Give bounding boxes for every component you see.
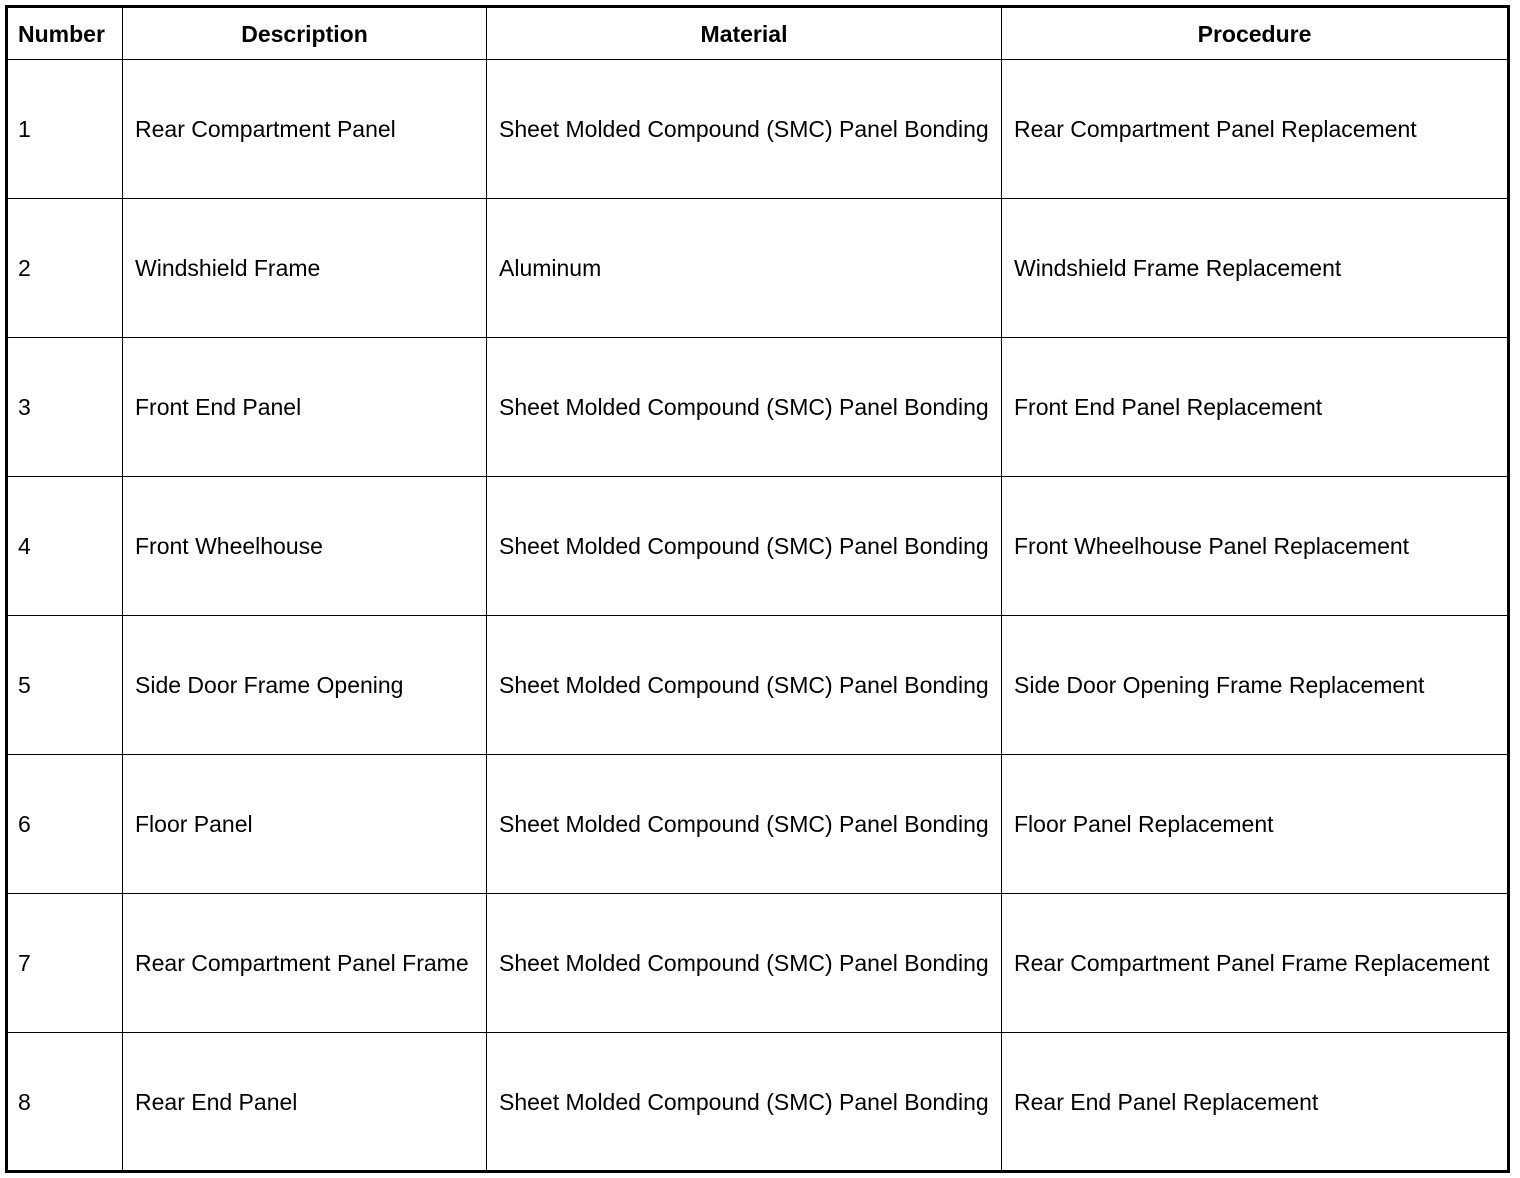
cell-material: Sheet Molded Compound (SMC) Panel Bonding: [487, 477, 1002, 616]
cell-description: Rear Compartment Panel Frame: [123, 894, 487, 1033]
cell-material: Sheet Molded Compound (SMC) Panel Bonding: [487, 755, 1002, 894]
table-row: [7, 1033, 1509, 1172]
cell-procedure: Side Door Opening Frame Replacement: [1002, 616, 1509, 755]
table-row: [7, 477, 1509, 616]
cell-number: 3: [7, 338, 123, 477]
parts-table: [5, 5, 1510, 1173]
cell-description: Front Wheelhouse: [123, 477, 487, 616]
cell-description: Rear Compartment Panel: [123, 60, 487, 199]
cell-number: 8: [7, 1033, 123, 1172]
table-row: [7, 199, 1509, 338]
cell-number: 1: [7, 60, 123, 199]
cell-description: Rear End Panel: [123, 1033, 487, 1172]
cell-description: Floor Panel: [123, 755, 487, 894]
cell-number: 7: [7, 894, 123, 1033]
cell-material: Sheet Molded Compound (SMC) Panel Bonding: [487, 616, 1002, 755]
cell-number: 5: [7, 616, 123, 755]
cell-description: Front End Panel: [123, 338, 487, 477]
header-number: Number: [7, 7, 123, 60]
cell-description: Windshield Frame: [123, 199, 487, 338]
cell-material: Aluminum: [487, 199, 1002, 338]
header-material: Material: [487, 7, 1002, 60]
cell-procedure: Rear Compartment Panel Frame Replacement: [1002, 894, 1509, 1033]
cell-procedure: Front End Panel Replacement: [1002, 338, 1509, 477]
table-header-row: [7, 7, 1509, 60]
table-row: [7, 755, 1509, 894]
cell-procedure: Floor Panel Replacement: [1002, 755, 1509, 894]
header-procedure: Procedure: [1002, 7, 1509, 60]
header-description: Description: [123, 7, 487, 60]
cell-procedure: Front Wheelhouse Panel Replacement: [1002, 477, 1509, 616]
cell-material: Sheet Molded Compound (SMC) Panel Bonding: [487, 338, 1002, 477]
cell-procedure: Rear End Panel Replacement: [1002, 1033, 1509, 1172]
cell-material: Sheet Molded Compound (SMC) Panel Bonding: [487, 894, 1002, 1033]
cell-number: 6: [7, 755, 123, 894]
cell-procedure: Rear Compartment Panel Replacement: [1002, 60, 1509, 199]
cell-number: 2: [7, 199, 123, 338]
cell-material: Sheet Molded Compound (SMC) Panel Bonding: [487, 60, 1002, 199]
table-row: [7, 60, 1509, 199]
table-row: [7, 338, 1509, 477]
table-row: [7, 894, 1509, 1033]
cell-procedure: Windshield Frame Replacement: [1002, 199, 1509, 338]
cell-number: 4: [7, 477, 123, 616]
cell-description: Side Door Frame Opening: [123, 616, 487, 755]
cell-material: Sheet Molded Compound (SMC) Panel Bonding: [487, 1033, 1002, 1172]
table-row: [7, 616, 1509, 755]
